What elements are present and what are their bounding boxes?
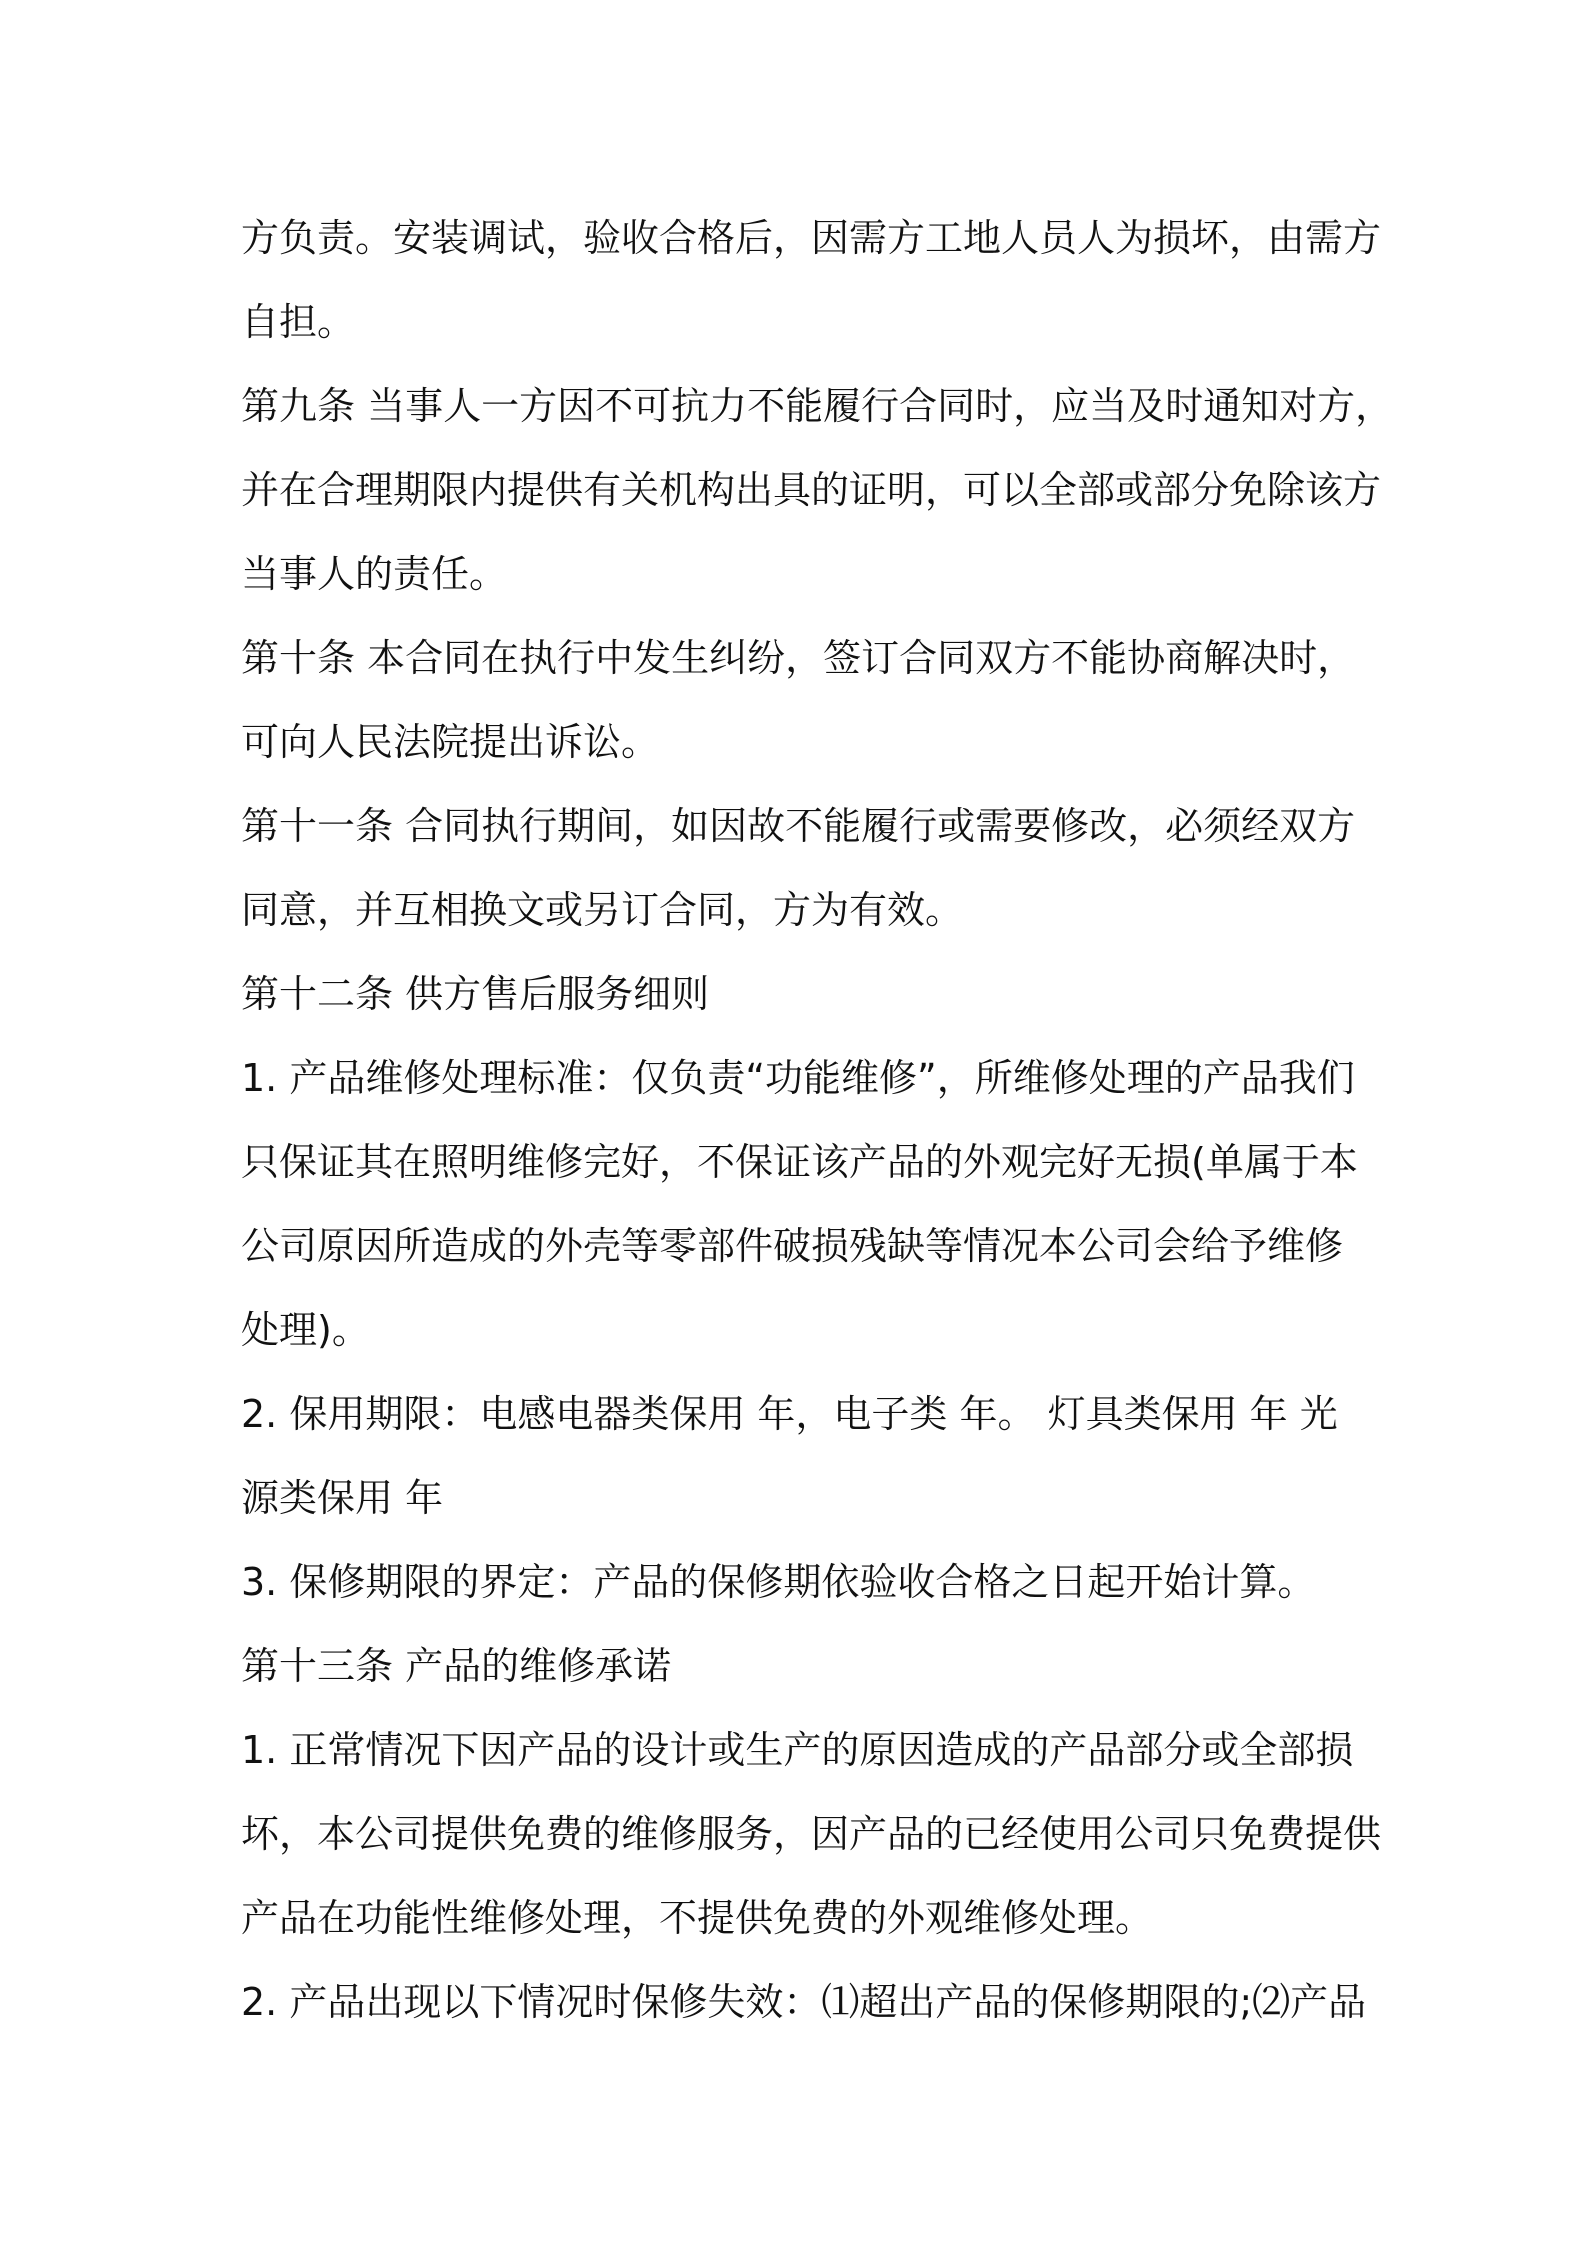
text-line: 1. 产品维修处理标准：仅负责“功能维修”，所维修处理的产品我们: [241, 1056, 1355, 1100]
text-line: 产品在功能性维修处理，不提供免费的外观维修处理。: [241, 1896, 1154, 1940]
text-line: 2. 产品出现以下情况时保修失效：⑴超出产品的保修期限的;⑵产品: [241, 1980, 1367, 2024]
text-line: 第十三条 产品的维修承诺: [241, 1644, 672, 1688]
text-line: 当事人的责任。: [241, 552, 508, 596]
text-line: 自担。: [241, 300, 356, 344]
text-line: 第九条 当事人一方因不可抗力不能履行合同时，应当及时通知对方，: [241, 384, 1394, 428]
text-line: 并在合理期限内提供有关机构出具的证明，可以全部或部分免除该方: [241, 468, 1382, 512]
document-body: [241, 196, 1394, 2044]
text-line: 2. 保用期限：电感电器类保用 年，电子类 年。 灯具类保用 年 光: [241, 1392, 1338, 1436]
text-line: 处理)。: [241, 1308, 370, 1352]
text-line: 1. 正常情况下因产品的设计或生产的原因造成的产品部分或全部损: [241, 1728, 1354, 1772]
text-line: 可向人民法院提出诉讼。: [241, 720, 660, 764]
text-line: 方负责。安装调试，验收合格后，因需方工地人员人为损坏，由需方: [241, 216, 1382, 260]
text-line: 公司原因所造成的外壳等零部件破损残缺等情况本公司会给予维修: [241, 1224, 1344, 1268]
text-line: 第十二条 供方售后服务细则: [241, 972, 710, 1016]
text-line: 第十一条 合同执行期间，如因故不能履行或需要修改，必须经双方: [241, 804, 1356, 848]
text-line: 源类保用 年: [241, 1476, 444, 1520]
text-line: 同意，并互相换文或另订合同，方为有效。: [241, 888, 964, 932]
text-line: 只保证其在照明维修完好，不保证该产品的外观完好无损(单属于本: [241, 1140, 1358, 1184]
text-line: 3. 保修期限的界定：产品的保修期依验收合格之日起开始计算。: [241, 1560, 1316, 1604]
text-line: 坏，本公司提供免费的维修服务，因产品的已经使用公司只免费提供: [241, 1812, 1382, 1856]
text-line: 第十条 本合同在执行中发生纠纷，签订合同双方不能协商解决时，: [241, 636, 1356, 680]
